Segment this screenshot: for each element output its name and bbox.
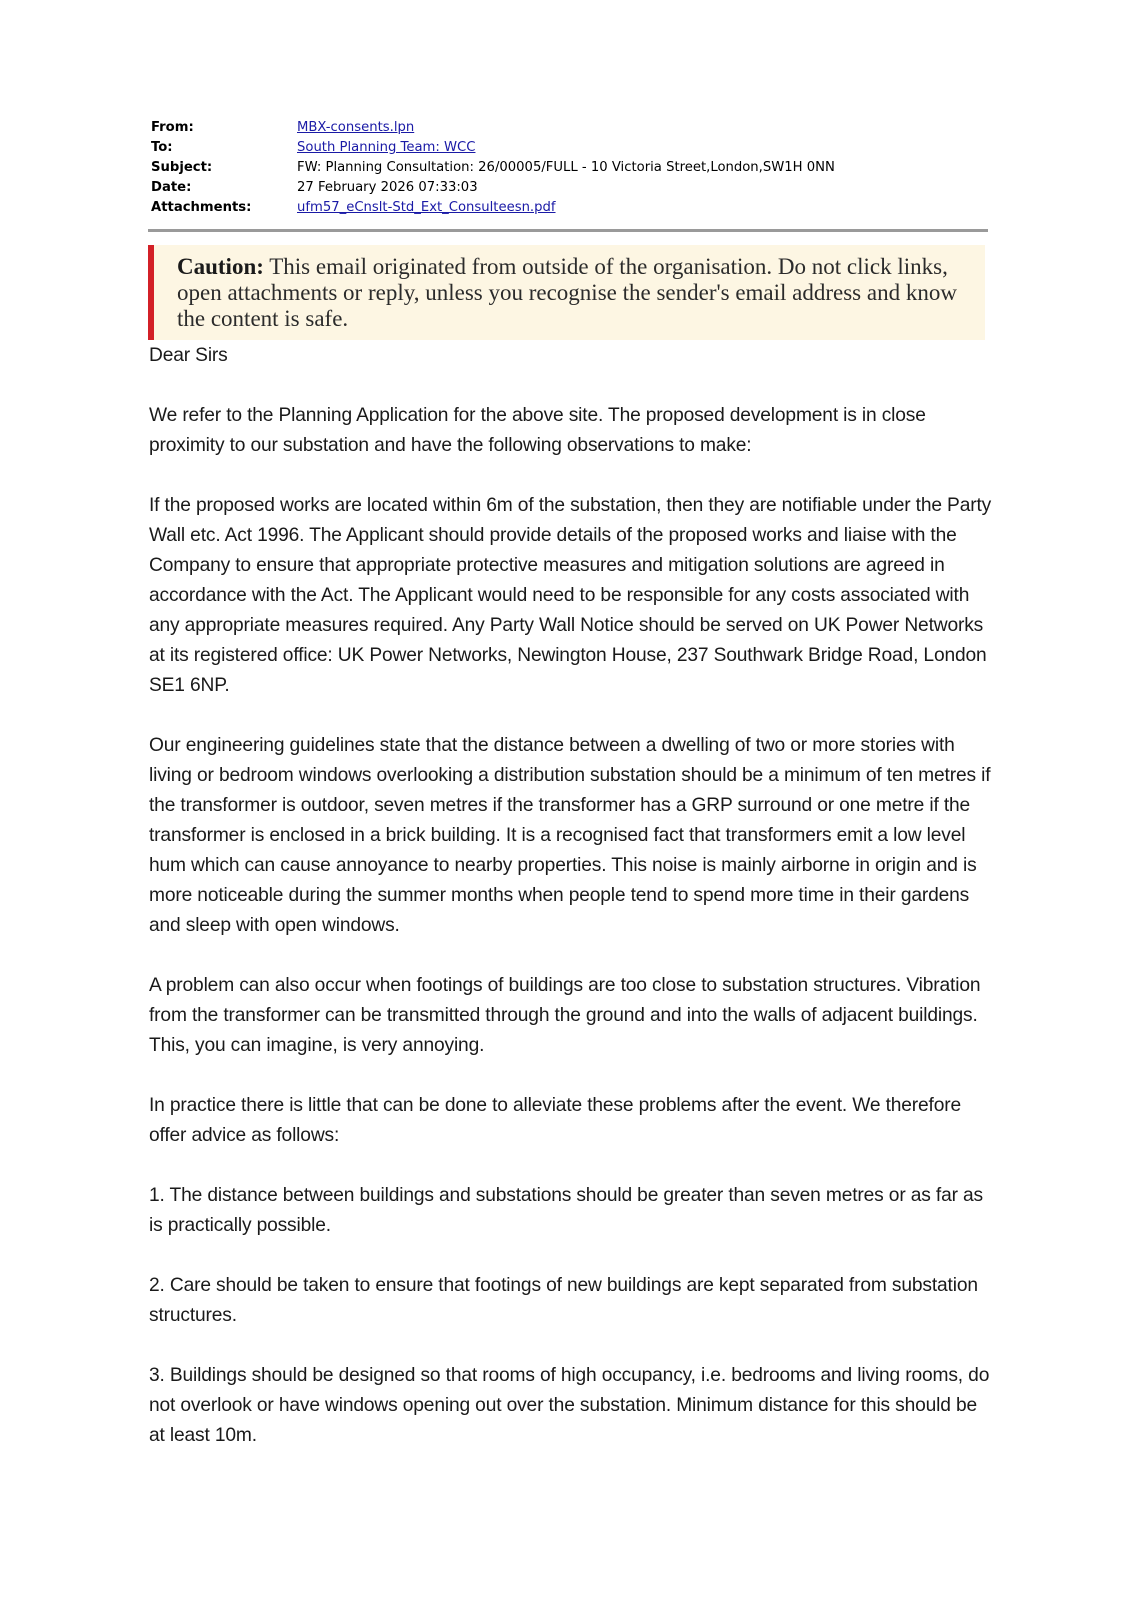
advice-item-2: 2. Care should be taken to ensure that footings of new buildings are kept separated from substation structures.: [149, 1275, 978, 1326]
email-body: [149, 341, 994, 1481]
header-row-date: [151, 177, 987, 197]
paragraph-guidelines: Our engineering guidelines state that the distance between a dwelling of two or more stories with living or bedroom windows overlooking a distribution substation should be a minimum of ten metres if the transformer is outdoor, seven metres if the transformer has a GRP surround or one metre if the transformer is enclosed in a brick building. It is a recognised fact that transformers emit a low level hum which can cause annoyance to nearby properties. This noise is mainly airborne in origin and is more noticeable during the summer months when people tend to spend more time in their gardens and sleep with open windows.: [149, 735, 991, 936]
paragraph-party-wall: If the proposed works are located within 6m of the substation, then they are notifiable under the Party Wall etc. Act 1996. The Applicant should provide details of the proposed works and liaise with the Company to ensure that appropriate protective measures and mitigation solutions are agreed in accordance with the Act. The Applicant would need to be responsible for any costs associated with any appropriate measures required. Any Party Wall Notice should be served on UK Power Networks at its registered office: UK Power Networks, Newington House, 237 Southwark Bridge Road, London SE1 6NP.: [149, 495, 992, 696]
advice-item-1: 1. The distance between buildings and substations should be greater than seven metres or as far as is practically possible.: [149, 1185, 983, 1236]
caution-text: This email originated from outside of the organisation. Do not click links, open attachments or reply, unless you recognise the sender's email address and know the content is safe.: [177, 254, 957, 331]
paragraph-intro: We refer to the Planning Application for the above site. The proposed development is in close proximity to our substation and have the following observations to make:: [149, 405, 926, 456]
from-link[interactable]: MBX-consents.lpn: [297, 119, 415, 135]
paragraph-advice-intro: In practice there is little that can be done to alleviate these problems after the event. We therefore offer advice as follows:: [149, 1095, 962, 1146]
greeting: Dear Sirs: [149, 345, 228, 366]
from-label: From:: [151, 119, 194, 135]
header-divider: [148, 229, 988, 232]
subject-label: Subject:: [151, 159, 213, 175]
caution-label: Caution:: [177, 254, 264, 279]
advice-item-3: 3. Buildings should be designed so that rooms of high occupancy, i.e. bedrooms and living rooms, do not overlook or have windows opening out over the substation. Minimum distance for this should be at least 10m.: [149, 1365, 990, 1446]
paragraph-vibration: A problem can also occur when footings of buildings are too close to substation structures. Vibration from the transformer can be transmitted through the ground and into the walls of adjacent buildings. This, you can imagine, is very annoying.: [149, 975, 981, 1056]
date-value: 27 February 2026 07:33:03: [297, 179, 478, 195]
header-row-attachments: [151, 197, 987, 217]
attachment-link[interactable]: ufm57_eCnslt-Std_Ext_Consulteesn.pdf: [297, 199, 556, 215]
date-label: Date:: [151, 179, 192, 195]
email-header: [151, 117, 987, 217]
subject-value: FW: Planning Consultation: 26/00005/FULL - 10 Victoria Street,London,SW1H 0NN: [297, 159, 835, 175]
header-row-from: [151, 117, 987, 137]
attachments-label: Attachments:: [151, 199, 252, 215]
header-row-to: [151, 137, 987, 157]
to-label: To:: [151, 139, 173, 155]
caution-banner: [148, 245, 985, 340]
to-link[interactable]: South Planning Team: WCC: [297, 139, 476, 155]
header-row-subject: [151, 157, 987, 177]
